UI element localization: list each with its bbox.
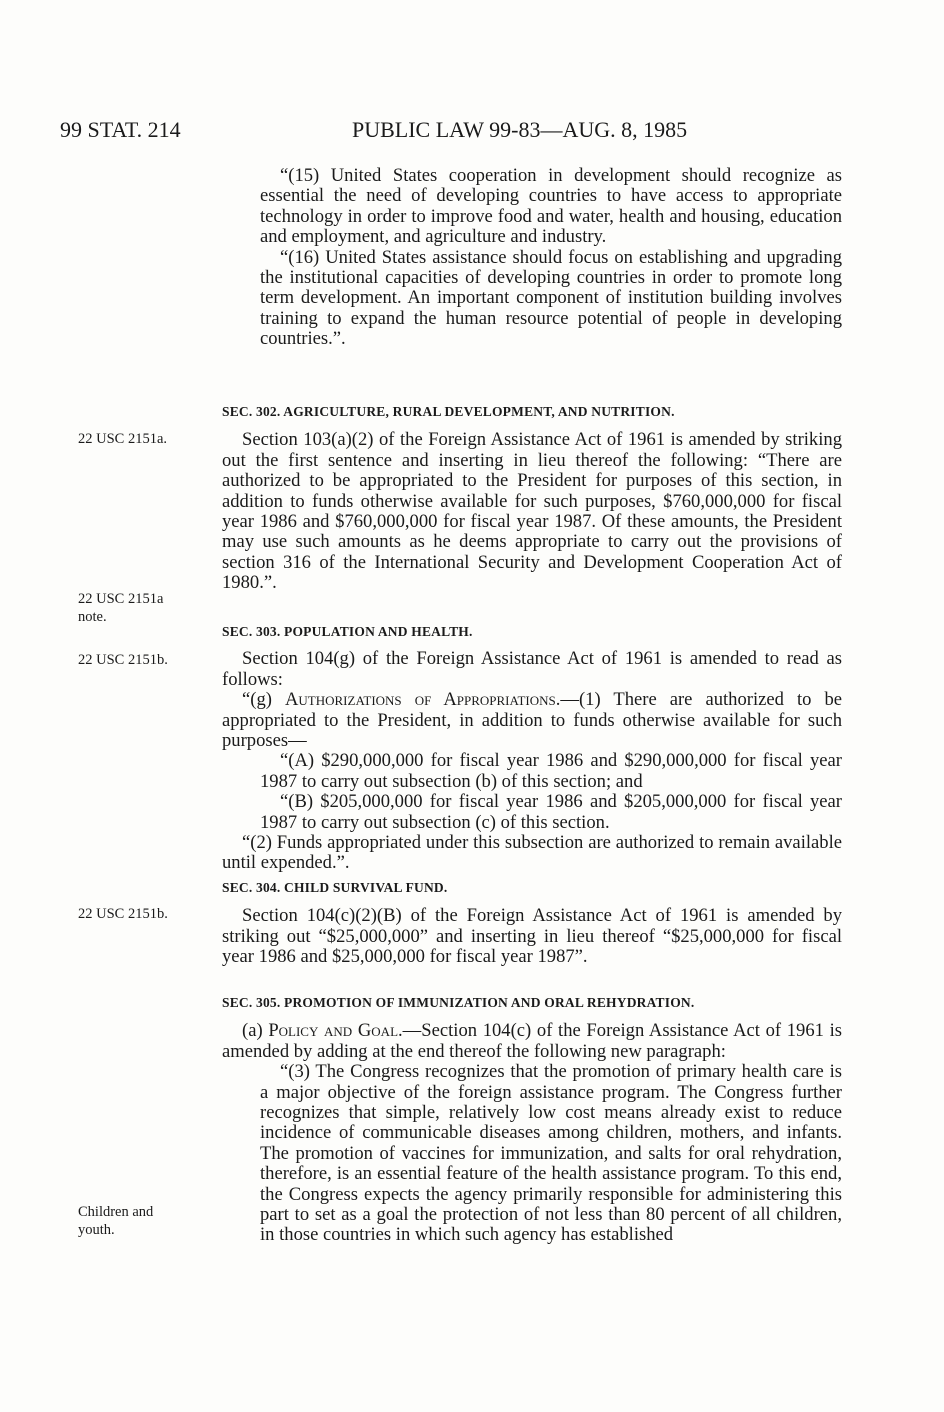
section-text: Section 104(g) of the Foreign Assistance Act of 1961 is amended to read as follows: <box>222 648 842 690</box>
subsection-a: (a) Policy and Goal.—Section 104(c) of the Foreign Assistance Act of 1961 is amended by adding at the end thereof the following new paragraph: <box>222 1020 842 1062</box>
running-title: PUBLIC LAW 99-83—AUG. 8, 1985 <box>352 117 688 142</box>
section-heading: SEC. 302. AGRICULTURE, RURAL DEVELOPMENT, AND NUTRITION. <box>222 404 675 419</box>
margin-note: note. <box>78 609 107 625</box>
quoted-paragraphs <box>222 166 842 350</box>
margin-note: youth. <box>78 1222 115 1238</box>
paragraph-3: “(3) The Congress recognizes that the promotion of primary health care is a major objective of the foreign assistance program. The Congress further recognizes that simple, relatively low cost means already exist to reduce incidence of communicable diseases among children, mothers, and infants. The promotion of vaccines for immunization, and salts for oral rehydration, therefore, is an essential feature of the health assistance program. To this end, the Congress expects the agency primarily responsible for administering this part to set as a goal the protection of not less than 80 percent of all children, in those countries in which such agency has established <box>260 1061 842 1246</box>
clause-a: “(A) $290,000,000 for fiscal year 1986 and $290,000,000 for fiscal year 1987 to carry out subsection (b) of this section; and <box>260 750 842 792</box>
paragraph-16: “(16) United States assistance should focus on establishing and upgrading the institutional capacities of developing countries in order to promote long term development. An important component of institution building involves training to expand the human resource potential of people in developing countries.”. <box>260 246 842 350</box>
subsection-caption: Policy and Goal. <box>268 1020 403 1042</box>
subsection-caption: Authorizations of Appropriations. <box>284 689 561 711</box>
margin-note: Children and <box>78 1204 154 1220</box>
section-heading: SEC. 305. PROMOTION OF IMMUNIZATION AND ORAL REHYDRATION. <box>222 995 695 1010</box>
margin-note: 22 USC 2151a. <box>78 431 168 447</box>
section-305 <box>222 993 842 1246</box>
paragraph-2: “(2) Funds appropriated under this subsection are authorized to remain available until expended.”. <box>222 832 842 874</box>
clause-b: “(B) $205,000,000 for fiscal year 1986 and $205,000,000 for fiscal year 1987 to carry out subsection (c) of this section. <box>260 791 842 833</box>
section-303 <box>222 622 842 874</box>
section-304 <box>222 878 842 968</box>
statute-citation: 99 STAT. 214 <box>60 117 181 142</box>
section-heading: SEC. 304. CHILD SURVIVAL FUND. <box>222 880 448 895</box>
section-heading: SEC. 303. POPULATION AND HEALTH. <box>222 624 473 639</box>
margin-note: 22 USC 2151a <box>78 591 164 607</box>
section-302 <box>222 402 842 594</box>
section-text: Section 103(a)(2) of the Foreign Assistance Act of 1961 is amended by striking out the first sentence and inserting in lieu thereof the following: “There are authorized to be appropriated to the President for purposes of this section, in addition to funds otherwise available for such purposes, $760,000,000 for fiscal year 1986 and $760,000,000 for fiscal year 1987. Of these amounts, the President may use such amounts as he deems appropriate to carry out the provisions of section 316 of the International Security and Development Cooperation Act of 1980.”. <box>222 429 842 594</box>
paragraph-15: “(15) United States cooperation in development should recognize as essential the need of developing countries to have access to appropriate technology in order to improve food and water, health and housing, education and employment, and agriculture and industry. <box>260 165 842 248</box>
margin-note: 22 USC 2151b. <box>78 906 168 922</box>
page-header <box>60 117 860 147</box>
subsection-g: “(g) Authorizations of Appropriations.—(1) There are authorized to be appropriated to the President, in addition to funds otherwise available for such purposes— <box>222 689 842 752</box>
section-text: Section 104(c)(2)(B) of the Foreign Assistance Act of 1961 is amended by striking out “$25,000,000” and inserting in lieu thereof “$25,000,000 for fiscal year 1986 and $25,000,000 for fiscal year 1987”. <box>222 905 842 968</box>
margin-note: 22 USC 2151b. <box>78 652 168 668</box>
